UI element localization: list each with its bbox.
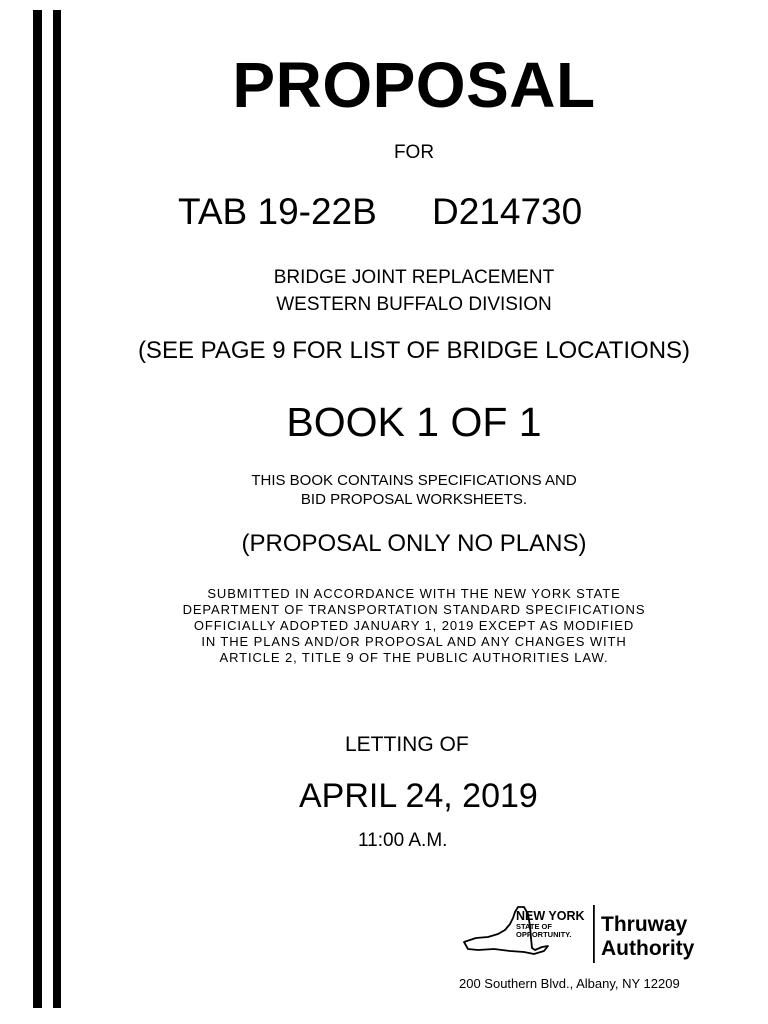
proposal-only-note: (PROPOSAL ONLY NO PLANS) — [241, 530, 587, 557]
statement-line-2: DEPARTMENT OF TRANSPORTATION STANDARD SPECIFICATIONS — [182, 602, 646, 617]
book-number: BOOK 1 OF 1 — [286, 399, 542, 445]
letting-date: APRIL 24, 2019 — [299, 777, 538, 815]
tab-number: TAB 19-22B — [178, 191, 377, 232]
statement-line-3: OFFICIALLY ADOPTED JANUARY 1, 2019 EXCEPT AS MODIFIED — [193, 618, 635, 633]
page-title: PROPOSAL — [232, 49, 596, 121]
letting-label: LETTING OF — [345, 733, 469, 756]
thruway-authority-logo — [458, 904, 708, 964]
project-line-2: WESTERN BUFFALO DIVISION — [276, 294, 552, 315]
statement-line-5: ARTICLE 2, TITLE 9 OF THE PUBLIC AUTHORITIES LAW. — [219, 650, 609, 665]
letting-time: 11:00 A.M. — [358, 830, 448, 851]
contents-line-2: BID PROPOSAL WORKSHEETS. — [300, 491, 528, 508]
logo-agency-line-2: Authority — [601, 937, 695, 960]
contract-number: D214730 — [432, 191, 583, 232]
logo-state-line-3: OPPORTUNITY. — [516, 930, 572, 939]
statement-line-4: IN THE PLANS AND/OR PROPOSAL AND ANY CHANGES WITH — [201, 634, 627, 649]
logo-state-line-2: STATE OF — [516, 922, 552, 931]
locations-note: (SEE PAGE 9 FOR LIST OF BRIDGE LOCATIONS) — [137, 337, 691, 364]
address: 200 Southern Blvd., Albany, NY 12209 — [459, 976, 680, 991]
project-line-1: BRIDGE JOINT REPLACEMENT — [273, 267, 555, 288]
statement-line-1: SUBMITTED IN ACCORDANCE WITH THE NEW YORK STATE — [207, 586, 621, 601]
logo-state-line-1: NEW YORK — [516, 909, 585, 923]
logo-divider — [593, 905, 595, 963]
for-label: FOR — [393, 142, 435, 163]
left-border-bar-outer — [33, 10, 42, 1008]
contents-line-1: THIS BOOK CONTAINS SPECIFICATIONS AND — [251, 472, 577, 489]
logo-agency-line-1: Thruway — [601, 913, 688, 936]
